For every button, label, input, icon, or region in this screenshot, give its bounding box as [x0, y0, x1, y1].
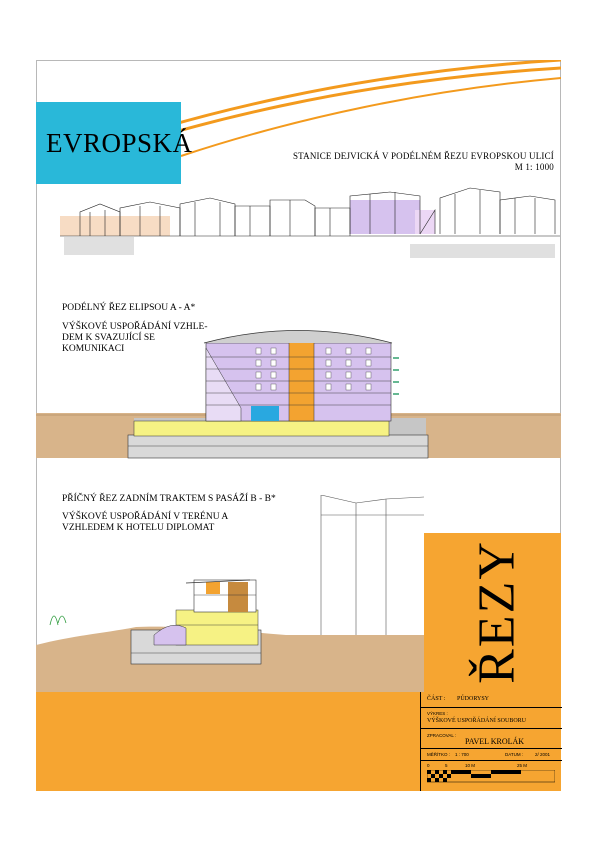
section-a-title: PODÉLNÝ ŘEZ ELIPSOU A - A*: [62, 303, 196, 313]
elevation-scale: M 1: 1000: [514, 162, 554, 172]
date-label: DATUM :: [505, 752, 524, 757]
section-b-title: PŘÍČNÝ ŘEZ ZADNÍM TRAKTEM S PASÁŽÍ B - B*: [62, 494, 276, 504]
part-label: ČÁST :: [427, 696, 446, 702]
section-a-desc-line2: DEM K SVAZUJÍCÍ SE: [62, 333, 155, 343]
scale-value: 1 : 700: [455, 752, 469, 757]
elevation-title-line1: STANICE DEJVICKÁ V PODÉLNÉM ŘEZU EVROPSKOU ULICÍ: [292, 151, 554, 161]
scalebar-0: 0: [427, 763, 430, 768]
part-value: PŮDORYSY: [457, 696, 490, 702]
section-a-desc-line3: KOMUNIKACI: [62, 344, 125, 354]
street-label: EVROPSKÁ: [46, 128, 193, 158]
author-value: PAVEL KROLÁK: [465, 737, 525, 746]
section-b-desc-line1: VÝŠKOVÉ USPOŘÁDÁNÍ V TERÉNU A: [62, 512, 229, 522]
title-block: [420, 692, 561, 791]
scalebar-25: 25 M: [517, 763, 528, 768]
street-label-box: [36, 102, 193, 184]
bottom-panel: [36, 692, 420, 791]
date-value: 2/ 2001: [535, 752, 551, 757]
title-block-divider: [421, 728, 562, 729]
elevation-title: [293, 151, 554, 173]
section-a-desc-line1: VÝŠKOVÉ USPOŘÁDÁNÍ VZHLE-: [62, 322, 208, 332]
author-label: ZPRACOVAL :: [427, 733, 457, 738]
drawing-value: VÝŠKOVÉ USPOŘÁDÁNÍ SOUBORU: [427, 718, 527, 724]
sheet-label: ŘEZY: [468, 540, 526, 684]
section-b-desc-line2: VZHLEDEM K HOTELU DIPLOMAT: [62, 523, 215, 533]
drawing-label: VÝKRES :: [427, 711, 448, 716]
scalebar-5: 5: [445, 763, 448, 768]
title-block-divider: [421, 760, 562, 761]
scalebar-10: 10 M: [465, 763, 476, 768]
street-elevation-drawing: [60, 182, 560, 262]
title-block-divider: [421, 748, 562, 749]
title-block-divider: [421, 707, 562, 708]
scale-bar: [427, 770, 555, 784]
scale-label: MĚŘÍTKO :: [427, 752, 451, 757]
section-a-drawing: [36, 318, 561, 468]
